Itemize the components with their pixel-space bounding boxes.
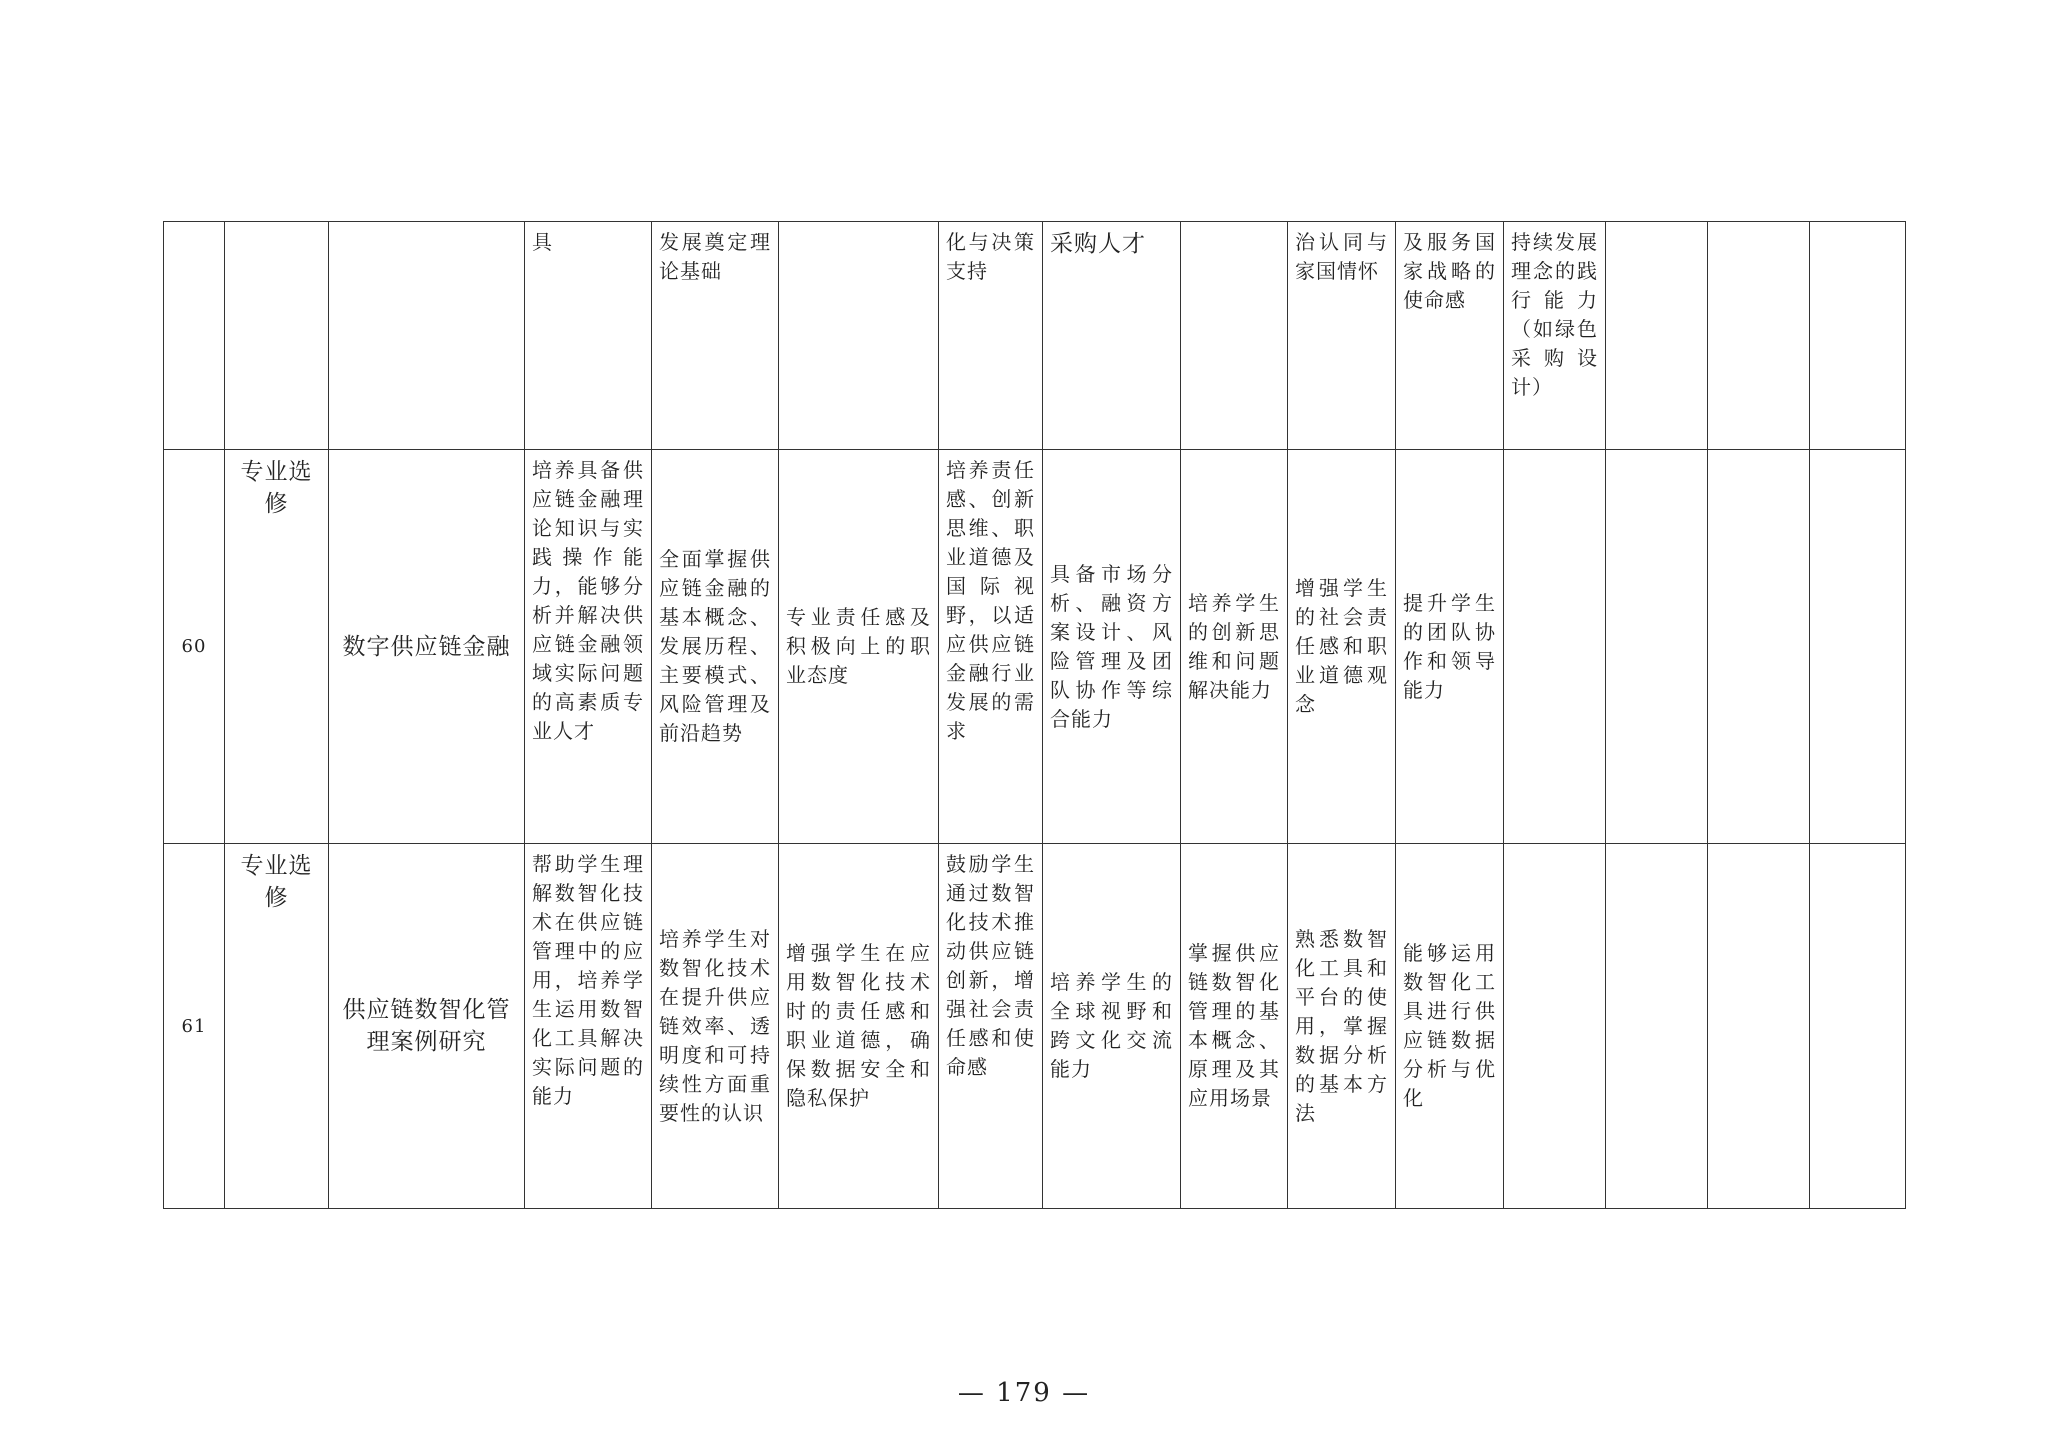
table-cell [1396, 844, 1504, 1209]
cell-text: 具备市场分析、融资方案设计、风险管理及团队协作等综合能力 [1050, 561, 1173, 731]
table-cell [1708, 844, 1810, 1209]
course-type-cell [225, 222, 329, 450]
table-cell [1396, 222, 1504, 450]
table-cell [525, 450, 652, 844]
cell-text: 具 [532, 230, 553, 254]
cell-text: 发展奠定理论基础 [659, 230, 771, 283]
cell-text: 培养学生的创新思维和问题解决能力 [1188, 590, 1280, 702]
cell-text: 帮助学生理解数智化技术在供应链管理中的应用，培养学生运用数智化工具解决实际问题的能力 [532, 852, 644, 1108]
table-cell [779, 450, 939, 844]
table-cell [652, 450, 779, 844]
table-cell [1288, 222, 1396, 450]
table-cell [1810, 450, 1906, 844]
cell-text: 治认同与家国情怀 [1295, 230, 1388, 283]
table-row [164, 844, 1906, 1209]
table-cell [939, 450, 1043, 844]
table-cell [1606, 222, 1708, 450]
table-cell [1606, 450, 1708, 844]
row-number-cell: 61 [164, 844, 225, 1209]
table-cell [1288, 844, 1396, 1209]
cell-text: 培养学生的全球视野和跨文化交流能力 [1050, 970, 1173, 1081]
row-number-cell: 60 [164, 450, 225, 844]
cell-text: 鼓励学生通过数智化技术推动供应链创新，增强社会责任感和使命感 [946, 852, 1035, 1079]
cell-text: 持续发展理念的践行能力（如绿色采购设计） [1511, 230, 1598, 399]
page-number: — 179 — [957, 1378, 1091, 1408]
cell-text: 全面掌握供应链金融的基本概念、发展历程、主要模式、风险管理及前沿趋势 [659, 547, 771, 745]
table-cell [1181, 844, 1288, 1209]
table-cell [1708, 222, 1810, 450]
table-cell [1396, 450, 1504, 844]
table-cell [1504, 450, 1606, 844]
table-cell [652, 222, 779, 450]
cell-text: 熟悉数智化工具和平台的使用，掌握数据分析的基本方法 [1295, 926, 1388, 1125]
table-cell [1043, 844, 1181, 1209]
table-cell [1288, 450, 1396, 844]
cell-text: 培养责任感、创新思维、职业道德及国际视野，以适应供应链金融行业发展的需求 [946, 458, 1035, 743]
table-cell [1043, 450, 1181, 844]
cell-text: 提升学生的团队协作和领导能力 [1403, 590, 1496, 702]
cell-text: 及服务国家战略的使命感 [1403, 230, 1496, 312]
course-name-cell: 数字供应链金融 [329, 450, 525, 844]
course-name-cell: 供应链数智化管理案例研究 [329, 844, 525, 1209]
table-cell [939, 222, 1043, 450]
course-type-cell: 专业选修 [225, 844, 329, 1209]
table-cell [1708, 450, 1810, 844]
course-type-cell: 专业选修 [225, 450, 329, 844]
cell-text: 能够运用数智化工具进行供应链数据分析与优化 [1403, 941, 1496, 1110]
table-cell [1181, 450, 1288, 844]
table-cell [525, 844, 652, 1209]
table-cell [1504, 222, 1606, 450]
cell-text: 专业责任感及积极向上的职业态度 [786, 605, 931, 687]
cell-text: 培养具备供应链金融理论知识与实践操作能力，能够分析并解决供应链金融领域实际问题的高素质专业人才 [532, 458, 644, 743]
table-cell [779, 222, 939, 450]
cell-text: 增强学生的社会责任感和职业道德观念 [1295, 576, 1388, 716]
row-number-cell [164, 222, 225, 450]
cell-text: 采购人才 [1050, 231, 1146, 257]
cell-text: 掌握供应链数智化管理的基本概念、原理及其应用场景 [1188, 941, 1280, 1110]
table-cell [939, 844, 1043, 1209]
table-cell [1606, 844, 1708, 1209]
table-cell [525, 222, 652, 450]
table-cell [1810, 222, 1906, 450]
cell-text: 增强学生在应用数智化技术时的责任感和职业道德，确保数据安全和隐私保护 [786, 941, 931, 1110]
cell-text: 培养学生对数智化技术在提升供应链效率、透明度和可持续性方面重要性的认识 [659, 926, 771, 1125]
table-cell [1504, 844, 1606, 1209]
table-row [164, 450, 1906, 844]
table-cell [779, 844, 939, 1209]
cell-text: 化与决策支持 [946, 230, 1035, 283]
course-table [163, 221, 1906, 1209]
table-cell [1043, 222, 1181, 450]
table-cell [1181, 222, 1288, 450]
course-name-cell [329, 222, 525, 450]
table-row [164, 222, 1906, 450]
table-cell [1810, 844, 1906, 1209]
table-cell [652, 844, 779, 1209]
